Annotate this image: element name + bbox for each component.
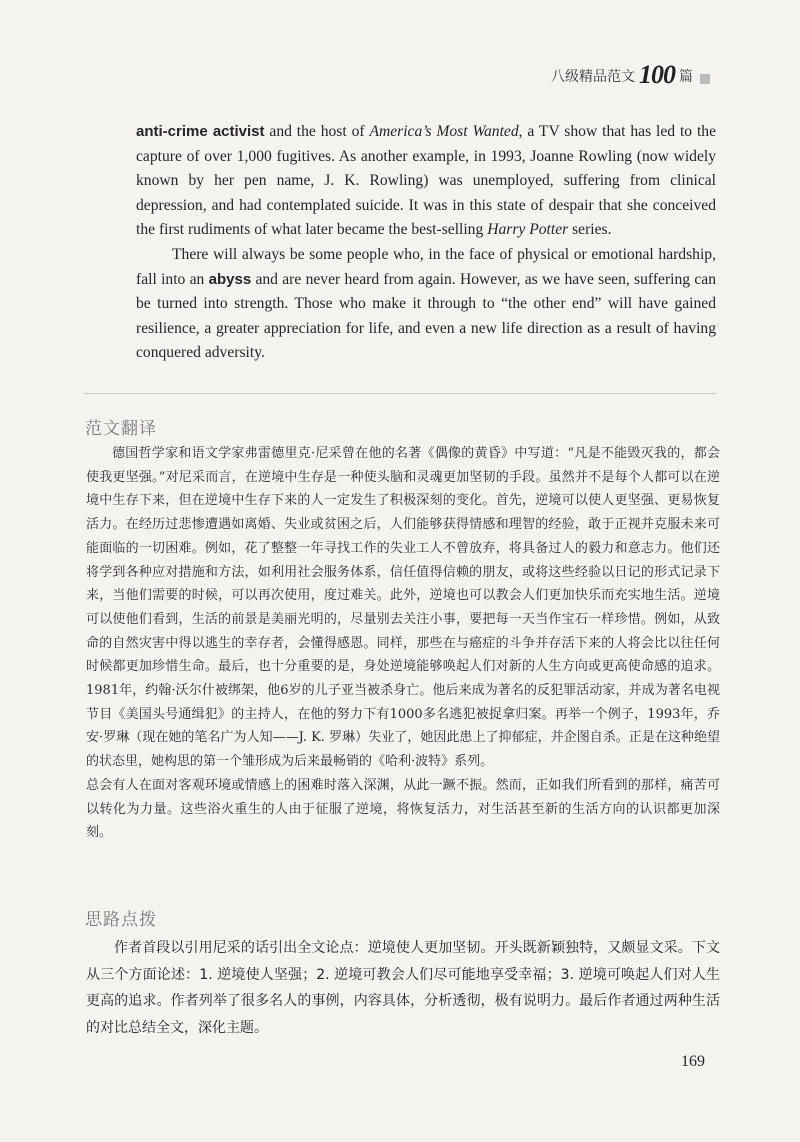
analysis-body — [86, 935, 720, 1041]
translation-heading: 范文翻译 — [85, 419, 157, 439]
vocab-term-anti-crime-activist: anti-crime activist — [136, 123, 265, 140]
header-square-mark — [700, 74, 710, 84]
english-paragraph-2 — [136, 243, 716, 366]
show-title: America’s Most Wanted — [369, 123, 519, 140]
translation-paragraph-1: 德国哲学家和语文学家弗雷德里克·尼采曾在他的名著《偶像的黄昏》中写道：“凡是不能毁灭我的，都会使我更坚强。”对尼采而言，在逆境中生存是一种使头脑和灵魂更加坚韧的手段。虽然并不是每个人都可以在逆境中生存下来，但在逆境中生存下来的人一定发生了积极深刻的变化。首先，逆境可以使人更坚强、更易恢复活力。在经历过悲惨遭遇如离婚、失业或贫困之后，人们能够获得情感和理智的经验，敢于正视并克服未来可能面临的一切困难。例如，花了整整一年寻找工作的失业工人不曾放弃，将具备过人的毅力和意志力。他们还将学到各种应对措施和方法，如利用社会服务体系，信任值得信赖的朋友，或将这些经验以日记的形式记录下来，当他们需要的时候，可以再次使用，度过难关。此外，逆境也可以教会人们更加快乐而充实地生活。逆境可以使他们看到，生活的前景是美丽光明的，尽量别去关注小事，要把每一天当作宝石一样珍惜。例如，从致命的自然灾害中得以逃生的幸存者，会懂得感恩。同样，那些在与癌症的斗争并存活下来的人将会比以往任何时候都更加珍惜生命。最后，也十分重要的是，身处逆境能够唤起人们对新的人生方向或更高使命感的追求。1981年，约翰·沃尔什被绑架，他6岁的儿子亚当被杀身亡。他后来成为著名的反犯罪活动家，并成为著名电视节目《美国头号通缉犯》的主持人，在他的努力下有1000多名逃犯被捉拿归案。再举一个例子，1993年，乔安·罗琳（现在她的笔名广为人知——J. K. 罗琳）失业了，她因此患上了抑郁症，并企图自杀。正是在这种绝望的状态里，她构思的第一个雏形成为后来最畅销的《哈利·波特》系列。 — [86, 446, 720, 770]
book-series-title: Harry Potter — [487, 221, 569, 239]
text-segment: series. — [568, 221, 612, 239]
vocab-term-abyss: abyss — [208, 270, 252, 288]
book-number: 100 — [639, 60, 675, 89]
running-header — [551, 60, 710, 89]
text-segment: There will always be some people who, in the face of physical or emotional hardship, fall into an — [136, 245, 716, 288]
text-segment: , a TV show that has led to the capture of over 1,000 fugitives. As another example, in 1993, Joanne Rowling (now widely known by her pen name, J. K. Rowling) was unemployed, suffering from clinical depression, and had contemplated suicide. It was in this state of despair that she conceived the first rudiments of what later became the best-selling — [136, 123, 716, 239]
text-segment: and are never heard from again. However, as we have seen, suffering can be turned into strength. Those who make it through to “the other end” will have gained resilience, a greater appreciation for life, and even a new life direction as a result of having conquered adversity. — [136, 270, 716, 362]
translation-paragraph-2: 总会有人在面对客观环境或情感上的困难时落入深渊，从此一蹶不振。然而，正如我们所看到的那样，痛苦可以转化为力量。这些浴火重生的人由于征服了逆境，将恢复活力，对生活甚至新的生活方向的认识都更加深刻。 — [86, 777, 720, 841]
translation-body — [86, 442, 720, 845]
page-number: 169 — [681, 1053, 705, 1070]
english-paragraph-1 — [136, 120, 716, 243]
text-segment: and the host of — [264, 123, 370, 140]
book-title: 八级精品范文 — [551, 69, 635, 85]
analysis-heading: 思路点拨 — [85, 910, 157, 930]
analysis-paragraph: 作者首段以引用尼采的话引出全文论点：逆境使人更加坚韧。开头既新颖独特，又颇显文采。下文从三个方面论述：1. 逆境使人坚强；2. 逆境可教会人们尽可能地享受幸福；3. 逆境可唤起人们对人生更高的追求。作者列举了很多名人的事例，内容具体，分析透彻，极有说明力。最后作者通过两种生活的对比总结全文，深化主题。 — [86, 940, 720, 1036]
book-title-suffix: 篇 — [679, 69, 693, 85]
english-essay-continuation — [136, 120, 716, 366]
section-divider — [84, 393, 716, 394]
